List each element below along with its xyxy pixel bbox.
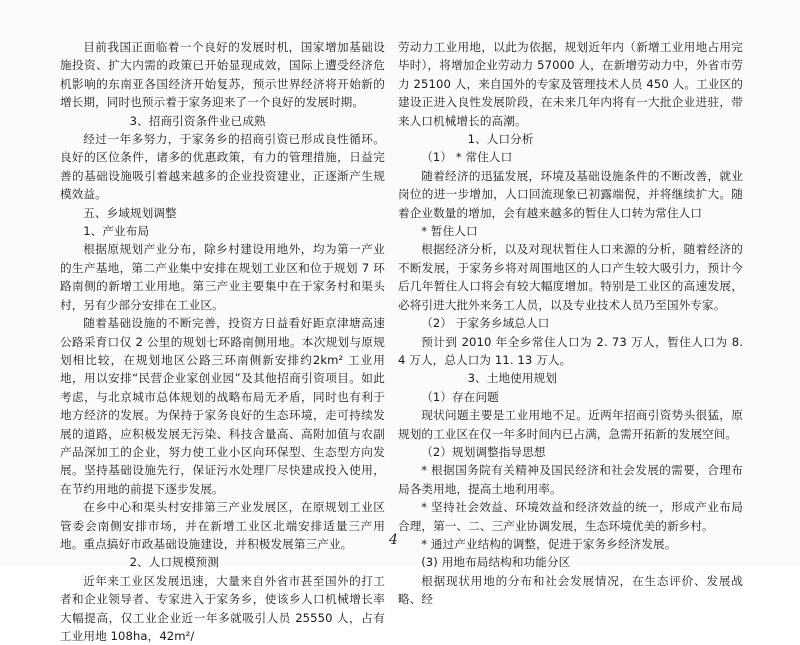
heading-land-layout: (3) 用地布局结构和功能分区 [421,555,571,570]
heading-population-analysis: 1、人口分析 [467,132,534,147]
left-column [60,38,385,645]
right-column [398,38,743,609]
para-guide-2: * 坚持社会效益、环境效益和经济效益的统一，形成产业布局合理，第一、二、三产业协调发展，生态环境优美的新乡村。 [398,500,743,533]
para-total-population: 预计到 2010 年全乡常住人口为 2. 73 万人，暂住人口为 8. 4 万人，总人口为 11. 13 万人。 [398,334,743,367]
heading-total-population: （2） 于家务乡域总人口 [421,316,550,331]
para-guide-3: * 通过产业结构的调整，促进于家务乡经济发展。 [421,536,677,551]
para-land-layout: 根据现状用地的分布和社会发展情况，在生态评价、发展战略、经 [398,573,743,607]
para-temporary: 根据经济分析，以及对现状暂住人口来源的分析，随着经济的不断发展，于家务乡将对周围地区的人口产生较大吸引力，预计今后几年暂住人口将会有较大幅度增加。特别是工业区的高速发展，必将引进大批外来务工人员，以及专业技术人员乃至国外专家。 [398,242,743,312]
para-industry-distribution: 根据原规划产业分布，除乡村建设用地外，均为第一产业的生产基地，第二产业集中安排在规划工业区和位于规划 7 环路南侧的新增工业用地。第三产业主要集中在于家务村和渠头村，另有少部分安排在工业区。 [60,242,385,312]
para-labor-land: 劳动力工业用地，以此为依据，规划近年内（新增工业用地占用完毕时），将增加企业劳动力 57000 人，在新增劳动力中，外省市劳力 25100 人，来自国外的专家及管理技术人员 450 人。工业区的建设正进入良性发展阶段，在未来几年内将有一大批企业进驻，带来人口机械增长的高潮。 [398,40,743,128]
heading-industry-layout: 1、产业布局 [83,224,150,239]
para-investment: 经过一年多努力，于家务乡的招商引资已形成良性循环。良好的区位条件，诸多的优惠政策，有力的管理措施，日益完善的基础设施吸引着越来越多的企业投资建业，正逐渐产生规模效益。 [60,132,385,202]
para-guide-1: * 根据国务院有关精神及国民经济和社会发展的需要，合理布局各类用地，提高土地利用率。 [398,463,743,496]
para-tertiary: 在乡中心和渠头村安排第三产业发展区，在原规划工业区管委会南侧安排市场，并在新增工业区北端安排适量三产用地。重点搞好市政基础设施建设，并积极发展第三产业。 [60,500,385,551]
page-number: 4 [389,532,398,548]
para-problems: 现状问题主要是工业用地不足。近两年招商引资势头很猛，原规划的工业区在仅一年多时间内已占满，急需开拓新的发展空间。 [398,408,743,441]
para-resident: 随着经济的迅猛发展，环境及基础设施条件的不断改善，就业岗位的进一步增加，人口回流现象已初露端倪，并将继续扩大。随着企业数量的增加，会有越来越多的暂住人口转为常住人口 [398,168,743,220]
heading-population-forecast: 2、人口规模预测 [129,555,219,570]
heading-existing-problems: （1）存在问题 [421,389,499,404]
para-population-growth: 近年来工业区发展迅速，大量来自外省市甚至国外的打工者和企业领导者、专家进入于家务乡，使该乡人口机械增长率大幅提高，仅工业企业近一年多就吸引人员 25550 人，占有工业用地 108ha，42m²/ [60,573,385,643]
heading-township-plan-adjustment: 五、乡域规划调整 [83,205,177,220]
para-infrastructure: 随着基础设施的不断完善，投资方日益看好距京津塘高速公路采育口仅 2 公里的规划七环路南侧用地。本次规划与原规划相比较，在规划地区公路三环南侧新安排约2km² 工业用地，用以安排“民营企业家创业园”及其他招商引资项目。如此考虑，与北京城市总体规划的战略布局无矛盾，同时也有利于地方经济的发展。为保持于家务良好的生态环境，走可持续发展的道路，应积极发展无污染、科技含量高、高附加值与农副产品深加工的企业，努力使工业小区向环保型、生态型方向发展。坚持基础设施先行，保证污水处理厂尽快建成投入使用，在节约用地的前提下逐步发展。 [60,316,385,496]
heading-temporary-population: * 暂住人口 [421,224,478,239]
para-intro: 目前我国正面临着一个良好的发展时机，国家增加基础设施投资、扩大内需的政策已开始显现成效，国际上遭受经济危机影响的东南亚各国经济开始复苏，预示世界经济将开始新的增长期，同时也预示着于家务迎来了一个良好的发展时期。 [60,40,385,110]
heading-investment-conditions: 3、招商引资条件业已成熟 [129,113,266,128]
heading-land-use-plan: 3、土地使用规划 [467,371,557,386]
heading-guiding-ideas: （2）规划调整指导思想 [421,444,546,459]
heading-resident-population: （1） * 常住人口 [421,150,513,165]
